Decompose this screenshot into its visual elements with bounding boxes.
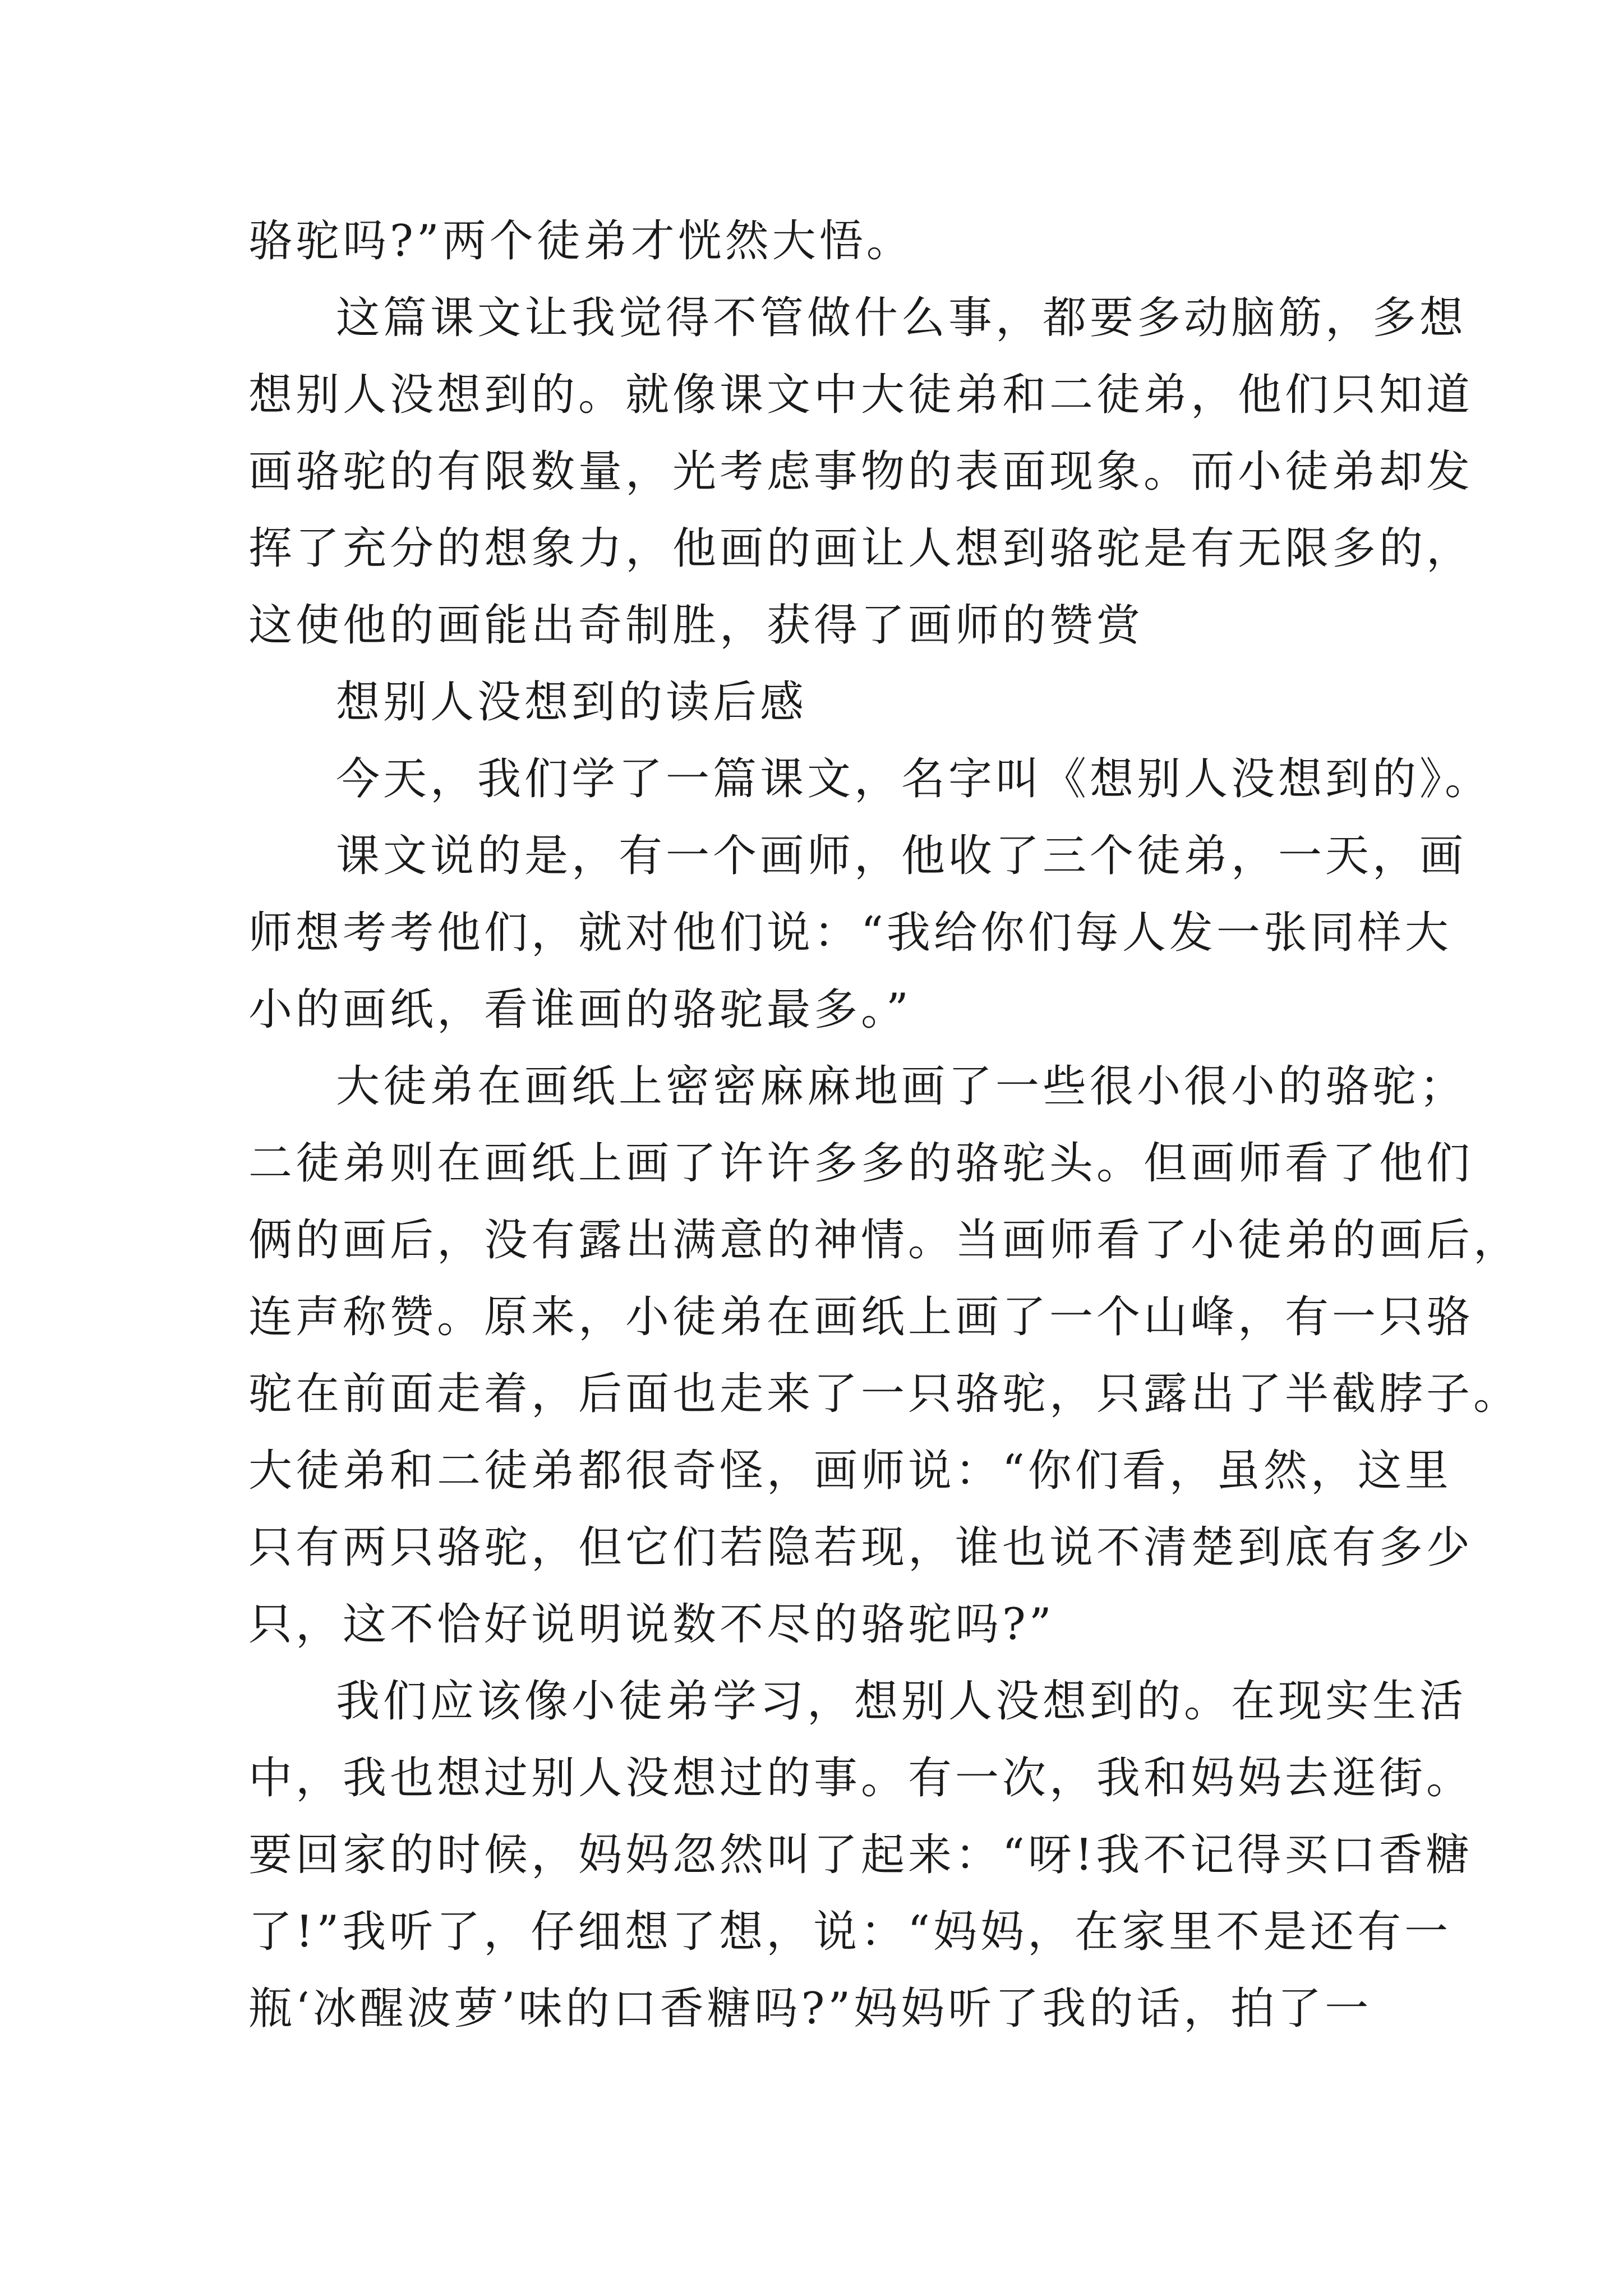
text-line: 我们应该像小徒弟学习，想别人没想到的。在现实生活	[336, 1676, 1467, 1727]
text-line: 这篇课文让我觉得不管做什么事，都要多动脑筋，多想	[336, 293, 1467, 343]
text-line: 二徒弟则在画纸上画了许许多多的骆驼头。但画师看了他们	[248, 1138, 1474, 1189]
text-line: 连声称赞。原来，小徒弟在画纸上画了一个山峰，有一只骆	[248, 1292, 1474, 1342]
text-line: 画骆驼的有限数量，光考虑事物的表面现象。而小徒弟却发	[248, 447, 1474, 497]
text-line: 瓶‘冰醒波萝’味的口香糖吗?”妈妈听了我的话，拍了一	[248, 1984, 1372, 2034]
text-line: 驼在前面走着，后面也走来了一只骆驼，只露出了半截脖子。	[248, 1369, 1521, 1419]
text-line: 骆驼吗?”两个徒弟才恍然大悟。	[248, 216, 914, 266]
text-line: 挥了充分的想象力，他画的画让人想到骆驼是有无限多的，	[248, 523, 1474, 574]
text-line: 大徒弟在画纸上密密麻麻地画了一些很小很小的骆驼；	[336, 1061, 1467, 1112]
text-line: 课文说的是，有一个画师，他收了三个徒弟，一天，画	[336, 831, 1467, 881]
text-line: 今天，我们学了一篇课文，名字叫《想别人没想到的》。	[336, 754, 1492, 804]
text-line: 大徒弟和二徒弟都很奇怪，画师说：“你们看，虽然，这里	[248, 1446, 1452, 1496]
text-line: 中，我也想过别人没想过的事。有一次，我和妈妈去逛街。	[248, 1753, 1474, 1803]
text-line: 了!”我听了，仔细想了想，说：“妈妈，在家里不是还有一	[248, 1907, 1452, 1957]
text-line: 只，这不恰好说明说数不尽的骆驼吗?”	[248, 1599, 1055, 1650]
text-line: 要回家的时候，妈妈忽然叫了起来：“呀!我不记得买口香糖	[248, 1830, 1473, 1880]
text-line: 小的画纸，看谁画的骆驼最多。”	[248, 984, 912, 1035]
text-line: 这使他的画能出奇制胜，获得了画师的赞赏	[248, 600, 1144, 651]
article-body	[248, 203, 1521, 2047]
text-line: 师想考考他们，就对他们说：“我给你们每人发一张同样大	[248, 908, 1452, 958]
text-line: 想别人没想到的。就像课文中大徒弟和二徒弟，他们只知道	[248, 370, 1474, 420]
text-line: 俩的画后，没有露出满意的神情。当画师看了小徒弟的画后，	[248, 1215, 1521, 1266]
section-title: 想别人没想到的读后感	[336, 677, 808, 728]
text-line: 只有两只骆驼，但它们若隐若现，谁也说不清楚到底有多少	[248, 1522, 1474, 1573]
